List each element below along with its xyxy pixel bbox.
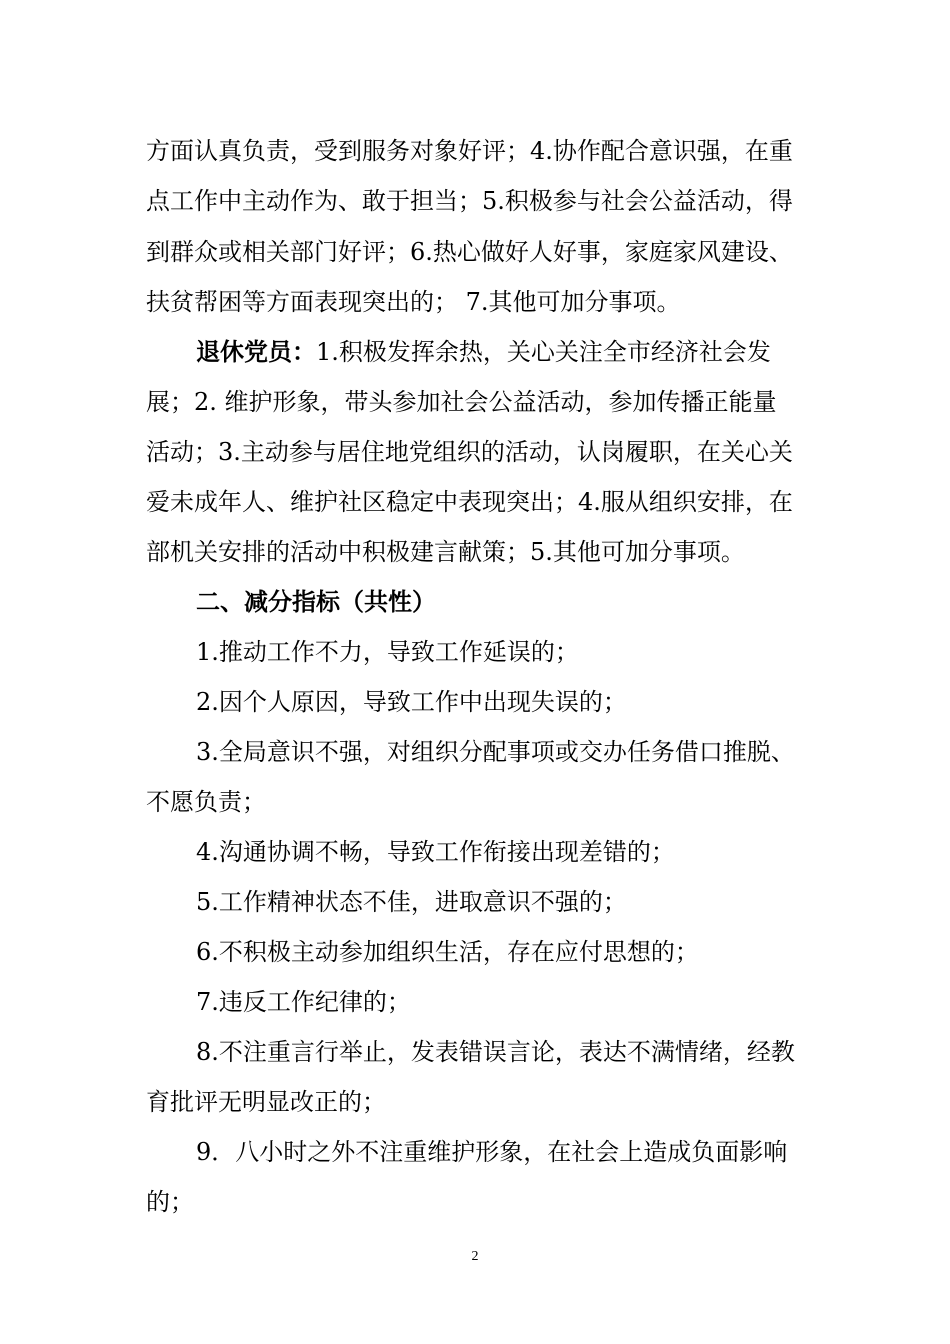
deduction-item: 9．八小时之外不注重维护形象，在社会上造成负面影响	[196, 1138, 788, 1166]
retired-members-text: 1.积极发挥余热，关心关注全市经济社会发	[316, 338, 771, 366]
deduction-item: 5.工作精神状态不佳，进取意识不强的；	[196, 888, 627, 916]
paragraph-line: 展；2. 维护形象，带头参加社会公益活动，参加传播正能量	[146, 388, 777, 416]
deduction-item-continued: 育批评无明显改正的；	[146, 1088, 386, 1116]
deduction-item: 2.因个人原因，导致工作中出现失误的；	[196, 688, 627, 716]
page-number: 2	[471, 1249, 479, 1264]
paragraph-line: 方面认真负责，受到服务对象好评；4.协作配合意识强，在重	[146, 137, 793, 165]
deduction-item: 4.沟通协调不畅，导致工作衔接出现差错的；	[196, 838, 675, 866]
deduction-item: 3.全局意识不强，对组织分配事项或交办任务借口推脱、	[196, 738, 795, 766]
deduction-item: 1.推动工作不力，导致工作延误的；	[196, 638, 579, 666]
paragraph-line: 活动；3.主动参与居住地党组织的活动，认岗履职，在关心关	[146, 438, 793, 466]
paragraph-line: 点工作中主动作为、敢于担当；5.积极参与社会公益活动，得	[146, 187, 793, 215]
paragraph-line: 爱未成年人、维护社区稳定中表现突出；4.服从组织安排，在	[146, 488, 793, 516]
retired-members-heading: 退休党员：	[196, 337, 316, 366]
paragraph-line: 到群众或相关部门好评；6.热心做好人好事，家庭家风建设、	[146, 238, 793, 266]
deduction-item: 8.不注重言行举止，发表错误言论，表达不满情绪，经教	[196, 1038, 795, 1066]
deduction-item: 6.不积极主动参加组织生活，存在应付思想的；	[196, 938, 699, 966]
retired-members-first-line	[196, 336, 816, 368]
deduction-item: 7.违反工作纪律的；	[196, 988, 411, 1016]
section-heading: 二、减分指标（共性）	[196, 587, 436, 616]
deduction-item-continued: 不愿负责；	[146, 788, 266, 816]
deduction-item-continued: 的；	[146, 1188, 194, 1216]
paragraph-line: 扶贫帮困等方面表现突出的； 7.其他可加分事项。	[146, 288, 681, 316]
paragraph-line: 部机关安排的活动中积极建言献策；5.其他可加分事项。	[146, 538, 745, 566]
